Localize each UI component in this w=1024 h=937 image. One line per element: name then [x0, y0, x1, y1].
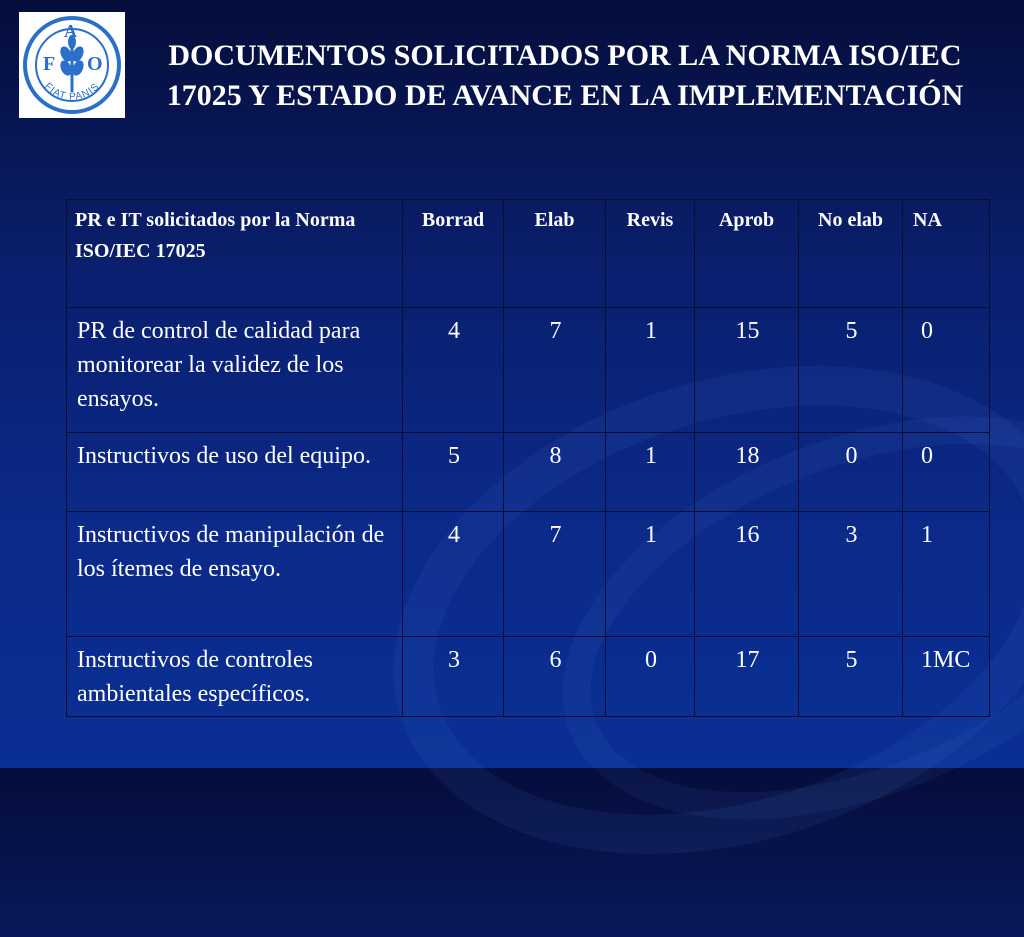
cell-na: 1	[903, 512, 990, 637]
table-row	[67, 433, 990, 512]
cell-borrad: 3	[403, 637, 504, 717]
cell-borrad: 4	[403, 512, 504, 637]
cell-borrad: 4	[403, 308, 504, 433]
cell-elab: 6	[504, 637, 606, 717]
cell-revis: 0	[606, 637, 695, 717]
cell-no-elab: 5	[799, 637, 903, 717]
cell-revis: 1	[606, 308, 695, 433]
cell-aprob: 16	[695, 512, 799, 637]
cell-elab: 8	[504, 433, 606, 512]
row-label: Instructivos de uso del equipo.	[67, 433, 403, 512]
header-aprob: Aprob	[695, 200, 799, 308]
fao-letter-f: F	[43, 53, 56, 75]
cell-no-elab: 5	[799, 308, 903, 433]
cell-na: 0	[903, 433, 990, 512]
documents-table	[66, 199, 990, 717]
header-elab: Elab	[504, 200, 606, 308]
row-label: Instructivos de manipulación de los ítemes de ensayo.	[67, 512, 403, 637]
fao-logo	[19, 12, 125, 118]
cell-revis: 1	[606, 433, 695, 512]
header-na: NA	[903, 200, 990, 308]
cell-no-elab: 3	[799, 512, 903, 637]
table-row	[67, 308, 990, 433]
fao-motto: FIAT PANIS	[42, 80, 102, 103]
slide-title: DOCUMENTOS SOLICITADOS POR LA NORMA ISO/IEC 17025 Y ESTADO DE AVANCE EN LA IMPLEMENTACIÓN	[166, 39, 964, 112]
table-header-row	[67, 200, 990, 308]
header-borrad: Borrad	[403, 200, 504, 308]
cell-aprob: 17	[695, 637, 799, 717]
cell-no-elab: 0	[799, 433, 903, 512]
fao-letter-a: A	[64, 21, 77, 41]
cell-na: 0	[903, 308, 990, 433]
cell-revis: 1	[606, 512, 695, 637]
cell-elab: 7	[504, 512, 606, 637]
cell-elab: 7	[504, 308, 606, 433]
cell-aprob: 18	[695, 433, 799, 512]
row-label: Instructivos de controles ambientales específicos.	[67, 637, 403, 717]
cell-aprob: 15	[695, 308, 799, 433]
header-no-elab: No elab	[799, 200, 903, 308]
fao-logo-emblem	[19, 12, 125, 118]
header-revis: Revis	[606, 200, 695, 308]
table-row	[67, 512, 990, 637]
cell-borrad: 5	[403, 433, 504, 512]
cell-na: 1MC	[903, 637, 990, 717]
table-row	[67, 637, 990, 717]
header-documents: PR e IT solicitados por la Norma ISO/IEC 17025	[67, 200, 403, 308]
fao-letter-o: O	[87, 53, 103, 75]
row-label: PR de control de calidad para monitorear la validez de los ensayos.	[67, 308, 403, 433]
